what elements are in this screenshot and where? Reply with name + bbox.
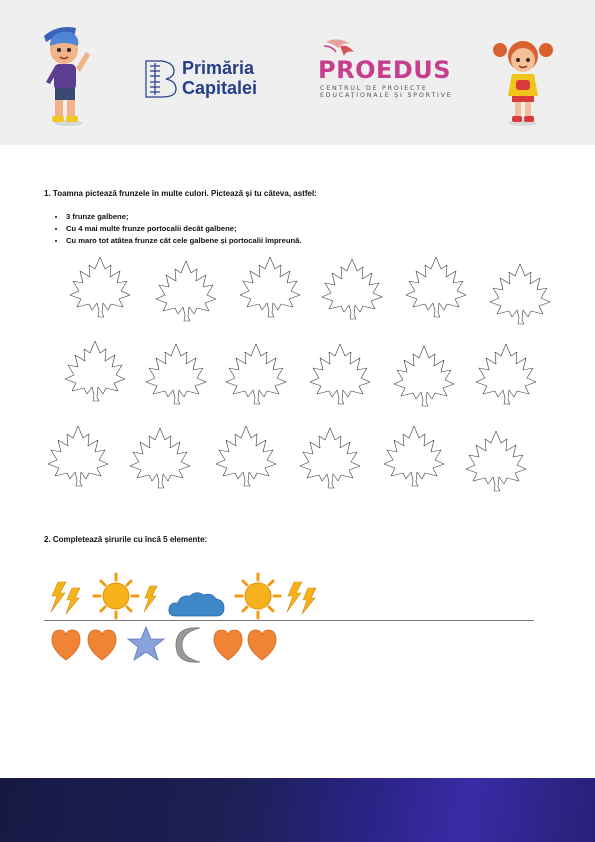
maple-leaf[interactable] <box>406 257 466 317</box>
maple-leaf[interactable] <box>216 426 276 486</box>
maple-leaf[interactable] <box>310 344 370 404</box>
maple-leaves-coloring-area <box>0 250 595 515</box>
maple-leaf[interactable] <box>146 344 206 404</box>
bullet-yellow-leaves: • 3 frunze galbene; <box>66 211 301 223</box>
lightning-icon <box>287 582 316 614</box>
maple-leaf[interactable] <box>130 428 190 488</box>
bullet-brown-leaves: • Cu maro tot atâtea frunze cât cele galbene și portocalii împreună. <box>66 235 301 247</box>
maple-leaf[interactable] <box>65 341 125 401</box>
maple-leaf[interactable] <box>48 426 108 486</box>
proedus-subtitle-2: EDUCAȚIONALE ȘI SPORTIVE <box>320 92 453 99</box>
cloud-icon <box>169 593 224 616</box>
maple-leaf[interactable] <box>300 428 360 488</box>
leaves-row-3 <box>48 426 526 491</box>
exercise-1-bullet-list <box>52 211 301 247</box>
maple-leaf[interactable] <box>476 344 536 404</box>
maple-leaf[interactable] <box>70 257 130 317</box>
sun-icon <box>94 574 138 618</box>
heart-icon <box>214 630 242 660</box>
exercise-2-prompt: 2. Completează șirurile cu încă 5 elemente: <box>44 535 208 544</box>
maple-leaf[interactable] <box>156 261 216 321</box>
boy-mascot-illustration <box>40 22 100 130</box>
primaria-emblem-icon <box>144 57 178 101</box>
star-icon <box>128 627 164 660</box>
heart-icon <box>52 630 80 660</box>
proedus-logo <box>316 38 453 100</box>
heart-icon <box>248 630 276 660</box>
maple-leaf[interactable] <box>322 259 382 319</box>
page-footer-band <box>0 778 595 842</box>
girl-mascot-illustration <box>492 36 554 128</box>
maple-leaf[interactable] <box>226 344 286 404</box>
answer-line[interactable] <box>44 620 534 621</box>
maple-leaf[interactable] <box>466 431 526 491</box>
lightning-icon <box>144 586 157 612</box>
proedus-subtitle-1: CENTRUL DE PROIECTE <box>320 85 428 92</box>
maple-leaf[interactable] <box>490 264 550 324</box>
page-header <box>0 0 595 145</box>
pattern-row-1 <box>44 572 334 622</box>
sun-icon <box>236 574 280 618</box>
heart-icon <box>88 630 116 660</box>
primaria-line-1: Primăria <box>182 58 255 78</box>
maple-leaf[interactable] <box>384 426 444 486</box>
maple-leaf[interactable] <box>240 257 300 317</box>
pattern-row-2 <box>44 624 294 666</box>
primaria-line-2: Capitalei <box>182 78 258 98</box>
maple-leaf[interactable] <box>394 346 454 406</box>
bullet-orange-leaves: • Cu 4 mai multe frunze portocalii decât galbene; <box>66 223 301 235</box>
moon-icon <box>176 628 200 662</box>
exercise-1-prompt: 1. Toamna pictează frunzele în multe culori. Pictează și tu câteva, astfel: <box>44 189 317 198</box>
proedus-wordmark: PROEDUS <box>318 56 452 84</box>
leaves-row-1 <box>70 257 550 324</box>
leaves-row-2 <box>65 341 536 406</box>
primaria-capitalei-logo <box>144 57 279 101</box>
lightning-icon <box>51 582 80 614</box>
